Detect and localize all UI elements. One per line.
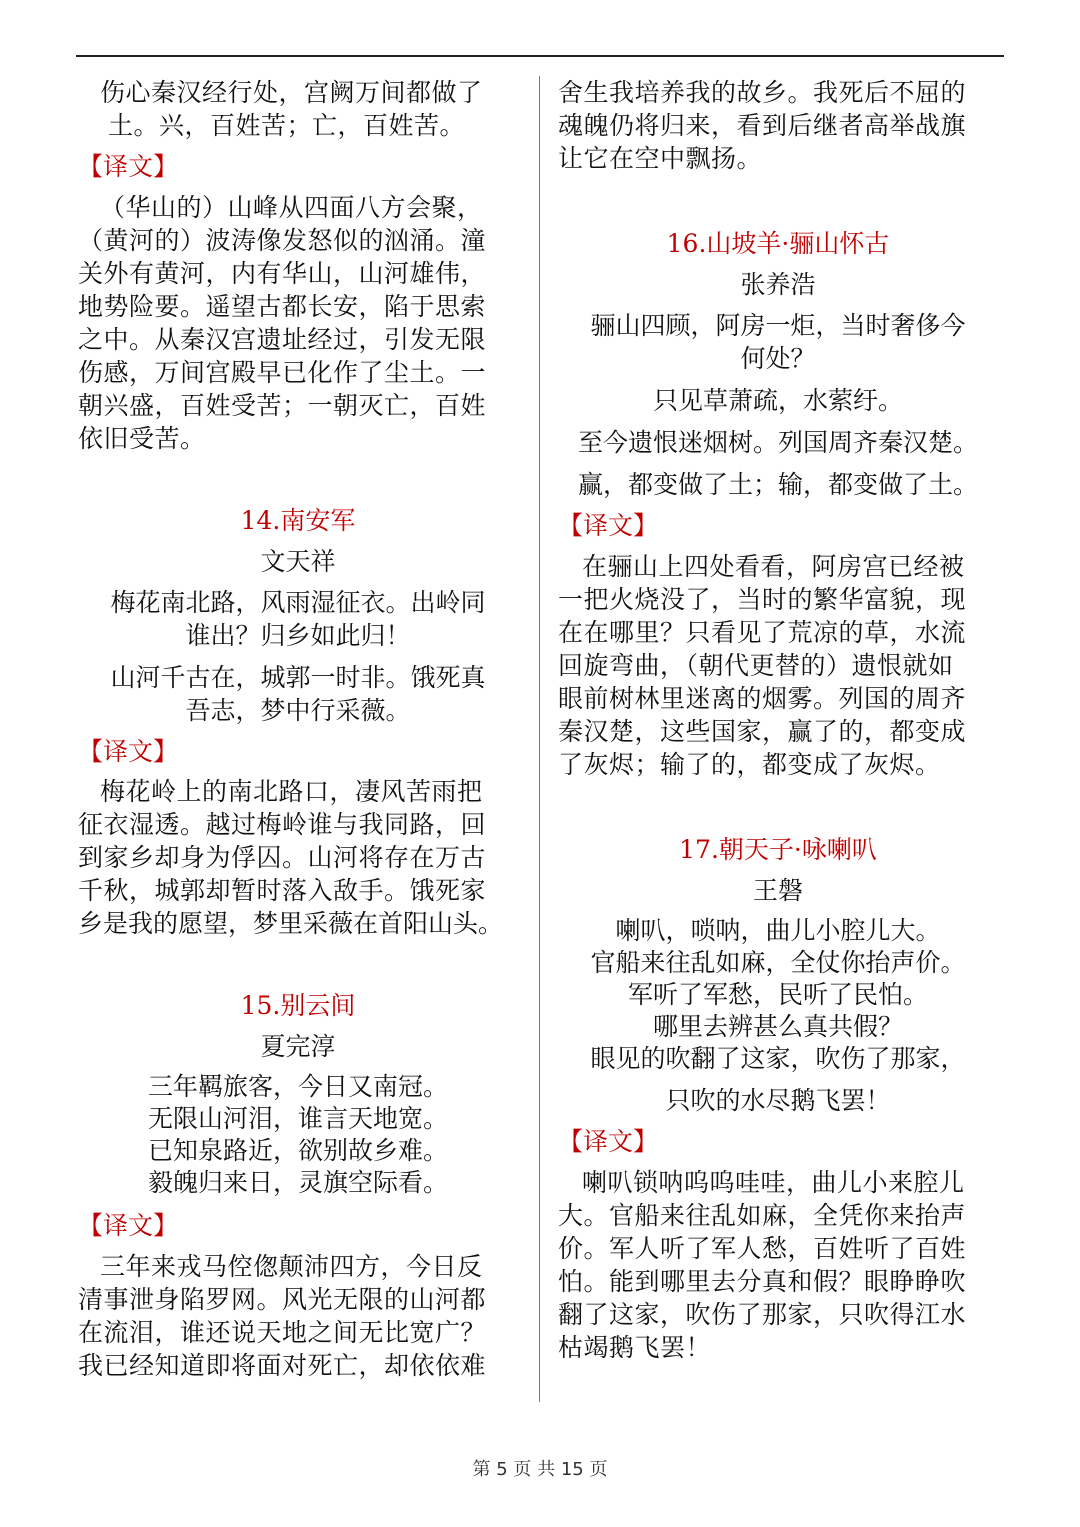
text-line: 之中。从秦汉宫遗址经过，引发无限 xyxy=(78,325,487,354)
text-line: 清事泄身陷罗网。风光无限的山河都 xyxy=(78,1285,487,1314)
poem-title-15: 15.别云间 xyxy=(240,991,356,1020)
text-line: （黄河的）波涛像发怒似的汹涌。潼 xyxy=(78,226,487,255)
verse-line: 骊山四顾，阿房一炬，当时奢侈今 xyxy=(590,311,966,340)
text-line: 眼前树林里迷离的烟雾。列国的周齐 xyxy=(558,684,967,713)
text-line: 翻了这家，吹伤了那家，只吹得江水 xyxy=(558,1300,967,1329)
text-line: 回旋弯曲，（朝代更替的）遗恨就如 xyxy=(558,651,954,680)
text-line: 地势险要。遥望古都长安，陷于思索 xyxy=(78,292,487,321)
verse-line: 无限山河泪，谁言天地宽。 xyxy=(147,1104,448,1133)
verse-line: 何处？ xyxy=(740,344,816,373)
translation-label-14: 【译文】 xyxy=(78,737,179,766)
right-column xyxy=(558,76,998,1364)
text-line: 一把火烧没了，当时的繁华富貌，现 xyxy=(558,585,967,614)
verse-line: 已知泉路近，欲别故乡难。 xyxy=(147,1136,448,1165)
text-line: 梅花岭上的南北路口，凄风苦雨把 xyxy=(100,777,483,806)
text-line: 秦汉楚，这些国家，赢了的，都变成 xyxy=(558,717,967,746)
text-line: （华山的）山峰从四面八方会聚， xyxy=(100,193,483,222)
poem-verse-15 xyxy=(78,1071,518,1199)
translation-14 xyxy=(78,775,518,940)
verse-line: 土。兴，百姓苦；亡，百姓苦。 xyxy=(108,111,466,140)
text-line: 征衣湿透。越过梅岭谁与我同路，回 xyxy=(78,810,487,839)
top-rule xyxy=(76,55,1004,57)
poem-verse-16 xyxy=(558,309,998,501)
text-line: 乡是我的愿望，梦里采薇在首阳山头。 xyxy=(78,909,504,938)
poem-author-15: 夏完淳 xyxy=(260,1032,336,1061)
text-line: 了灰烬；输了的，都变成了灰烬。 xyxy=(558,750,941,779)
text-line: 我已经知道即将面对死亡，却依依难 xyxy=(78,1351,487,1380)
poem-verse-17 xyxy=(558,915,998,1117)
translation-17 xyxy=(558,1166,998,1364)
text-line: 千秋，城郭却暂时落入敌手。饿死家 xyxy=(78,876,487,905)
verse-line: 只吹的水尽鹅飞罢！ xyxy=(665,1086,891,1115)
prev-translation xyxy=(78,191,518,455)
verse-line: 毅魄归来日，灵旗空际看。 xyxy=(147,1168,448,1197)
text-line: 枯竭鹅飞罢！ xyxy=(558,1333,712,1362)
verse-line: 三年羁旅客，今日又南冠。 xyxy=(147,1072,448,1101)
poem-title-17: 17.朝天子·咏喇叭 xyxy=(679,835,877,864)
verse-line: 眼见的吹翻了这家，吹伤了那家， xyxy=(590,1044,966,1073)
translation-15 xyxy=(78,1250,518,1382)
text-line: 大。官船来往乱如麻，全凭你来抬声 xyxy=(558,1201,967,1230)
text-line: 在流泪，谁还说天地之间无比宽广？ xyxy=(78,1318,487,1347)
poem-title-14: 14.南安军 xyxy=(240,506,356,535)
poem-title-16: 16.山坡羊·骊山怀古 xyxy=(666,229,890,258)
text-line: 依旧受苦。 xyxy=(78,424,206,453)
verse-line: 梅花南北路，风雨湿征衣。出岭同 xyxy=(110,588,486,617)
text-line: 关外有黄河，内有华山，山河雄伟， xyxy=(78,259,487,288)
text-line: 朝兴盛，百姓受苦；一朝灭亡，百姓 xyxy=(78,391,487,420)
text-line: 到家乡却身为俘囚。山河将存在万古 xyxy=(78,843,487,872)
poem-author-17: 王磐 xyxy=(752,876,803,905)
translation-label-15: 【译文】 xyxy=(78,1211,179,1240)
verse-line: 赢，都变做了土；输，都变做了土。 xyxy=(577,470,978,499)
verse-line: 官船来往乱如麻，全仗你抬声价。 xyxy=(590,948,966,977)
column-divider xyxy=(539,76,540,1402)
poem-author-14: 文天祥 xyxy=(260,547,336,576)
text-line: 让它在空中飘扬。 xyxy=(558,144,763,173)
translation-label: 【译文】 xyxy=(78,152,179,181)
translation-label-17: 【译文】 xyxy=(558,1127,659,1156)
left-column xyxy=(78,76,518,1382)
text-line: 怕。能到哪里去分真和假？眼睁睁吹 xyxy=(558,1267,967,1296)
text-line: 魂魄仍将归来，看到后继者高举战旗 xyxy=(558,111,967,140)
text-line: 喇叭锁呐呜呜哇哇，曲儿小来腔儿 xyxy=(582,1168,965,1197)
text-line: 舍生我培养我的故乡。我死后不屈的 xyxy=(558,78,967,107)
translation-label-16: 【译文】 xyxy=(558,511,659,540)
text-line: 伤感，万间宫殿早已化作了尘土。一 xyxy=(78,358,487,387)
verse-line: 只见草萧疏，水萦纡。 xyxy=(652,386,903,415)
text-line: 价。军人听了军人愁，百姓听了百姓 xyxy=(558,1234,967,1263)
verse-line: 山河千古在，城郭一时非。饿死真 xyxy=(110,663,486,692)
verse-line: 哪里去辨甚么真共假？ xyxy=(652,1012,903,1041)
verse-line: 吾志，梦中行采薇。 xyxy=(185,696,411,725)
translation-16 xyxy=(558,550,998,781)
verse-line: 至今遗恨迷烟树。列国周齐秦汉楚。 xyxy=(577,428,978,457)
text-line: 在在哪里？只看见了荒凉的草，水流 xyxy=(558,618,967,647)
verse-line: 喇叭，唢呐，曲儿小腔儿大。 xyxy=(615,916,941,945)
verse-line: 军听了军愁，民听了民怕。 xyxy=(627,980,928,1009)
page-number: 第 5 页 共 15 页 xyxy=(472,1459,608,1480)
translation-15-continued xyxy=(558,76,998,175)
verse-line: 伤心秦汉经行处，宫阙万间都做了 xyxy=(100,78,483,107)
poem-verse-14 xyxy=(78,586,518,727)
poem-author-16: 张养浩 xyxy=(740,270,816,299)
text-line: 三年来戎马倥偬颠沛四方，今日反 xyxy=(100,1252,483,1281)
text-line: 在骊山上四处看看，阿房宫已经被 xyxy=(582,552,965,581)
verse-line: 谁出？归乡如此归！ xyxy=(185,621,411,650)
prev-poem-tail xyxy=(78,76,518,142)
